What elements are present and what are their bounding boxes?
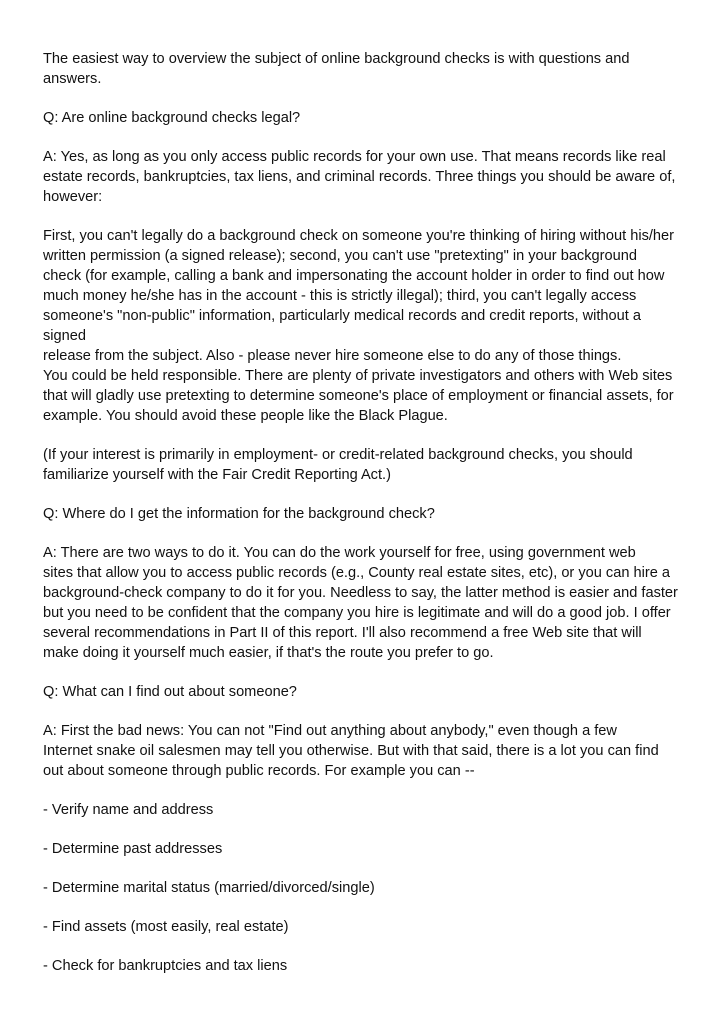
answer-information-source: A: There are two ways to do it. You can do the work yourself for free, using government web sites that allow you to access public records (e.g., County real estate sites, etc), or you can hire a background-check company to do it for you. Needless to say, the latter method is easier and faster but you need to be confident that the company you hire is legitimate and will do a good job. I offer several recommendations in Part II of this report. I'll also recommend a free Web site that will make doing it yourself much easier, if that's the route you prefer to go. xyxy=(43,545,678,661)
legal-caveats-paragraph: First, you can't legally do a background check on someone you're thinking of hiring without his/her written permission (a signed release); second, you can't use "pretexting" in your background check (for example, calling a bank and impersonating the account holder in order to find out how much money he/she has in the account - this is strictly illegal); third, you can't legally access someone's "non-public" information, particularly medical records and credit reports, without a signed release from the subject. Also - please never hire someone else to do any of those things. You could be held responsible. There are plenty of private investigators and others with Web sites that will gladly use pretexting to determine someone's place of employment or financial assets, for example. You should avoid these people like the Black Plague. xyxy=(43,228,675,424)
question-what-can-find: Q: What can I find out about someone? xyxy=(43,684,297,700)
list-item: - Determine marital status (married/divorced/single) xyxy=(43,880,375,896)
fcra-note-paragraph: (If your interest is primarily in employment- or credit-related background checks, you should familiarize yourself with the Fair Credit Reporting Act.) xyxy=(43,447,633,483)
question-legal: Q: Are online background checks legal? xyxy=(43,110,301,126)
document-page xyxy=(43,49,693,995)
list-item: - Check for bankruptcies and tax liens xyxy=(43,958,288,974)
list-item: - Determine past addresses xyxy=(43,841,223,857)
question-information-source: Q: Where do I get the information for the background check? xyxy=(43,506,435,522)
answer-legal: A: Yes, as long as you only access public records for your own use. That means records like real estate records, bankruptcies, tax liens, and criminal records. Three things you should be aware of, however: xyxy=(43,149,676,205)
answer-what-can-find: A: First the bad news: You can not "Find out anything about anybody," even though a few Internet snake oil salesmen may tell you otherwise. But with that said, there is a lot you can find out about someone through public records. For example you can -- xyxy=(43,723,659,779)
list-item: - Find assets (most easily, real estate) xyxy=(43,919,289,935)
intro-paragraph: The easiest way to overview the subject of online background checks is with questions and answers. xyxy=(43,51,630,87)
list-item: - Verify name and address xyxy=(43,802,214,818)
